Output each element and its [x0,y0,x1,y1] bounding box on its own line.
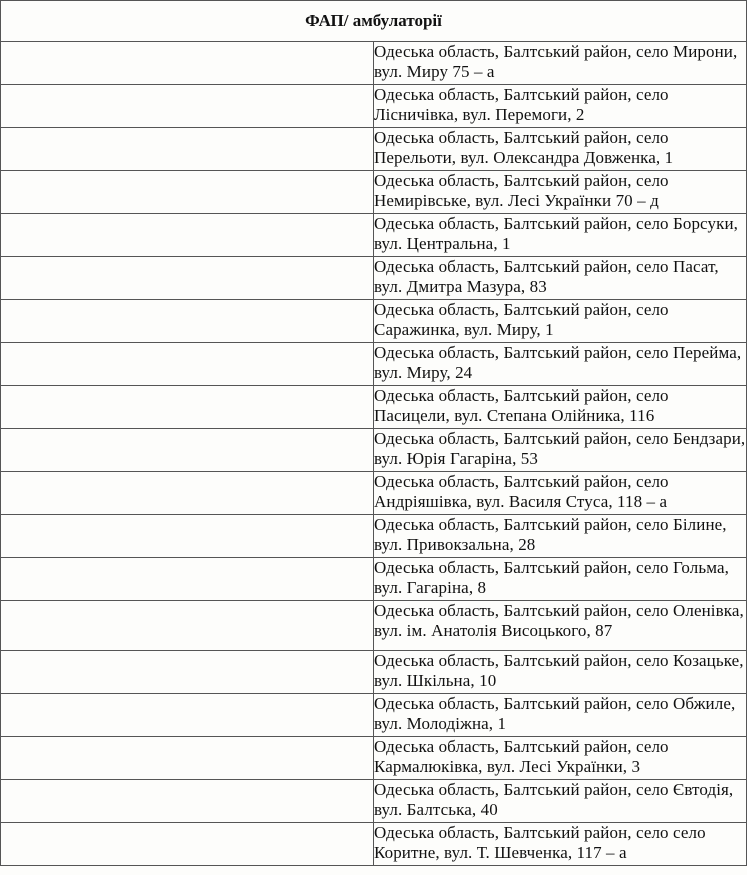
address-cell: Одеська область, Балтський район, село Оленівка, вул. ім. Анатолія Висоцького, 87 [374,601,747,651]
row-number-cell [1,42,374,85]
row-number-cell [1,171,374,214]
table-row [1,651,747,694]
table-row [1,601,747,651]
table-row [1,343,747,386]
address-cell: Одеська область, Балтський район, село Гольма, вул. Гагаріна, 8 [374,558,747,601]
table-row [1,558,747,601]
row-number-cell [1,85,374,128]
address-cell: Одеська область, Балтський район, село Немирівське, вул. Лесі Українки 70 – д [374,171,747,214]
table-row [1,386,747,429]
address-cell: Одеська область, Балтський район, село Пасицели, вул. Степана Олійника, 116 [374,386,747,429]
address-cell: Одеська область, Балтський район, село Андріяшівка, вул. Василя Стуса, 118 – а [374,472,747,515]
address-cell: Одеська область, Балтський район, село Перейма, вул. Миру, 24 [374,343,747,386]
address-cell: Одеська область, Балтський район, село Обжиле, вул. Молодіжна, 1 [374,694,747,737]
address-cell: Одеська область, Балтський район, село Лісничівка, вул. Перемоги, 2 [374,85,747,128]
address-cell: Одеська область, Балтський район, село Козацьке, вул. Шкільна, 10 [374,651,747,694]
row-number-cell [1,737,374,780]
row-number-cell [1,429,374,472]
row-number-cell [1,214,374,257]
table-header: ФАП/ амбулаторії [1,1,747,42]
row-number-cell [1,651,374,694]
row-number-cell [1,558,374,601]
address-cell: Одеська область, Балтський район, село Борсуки, вул. Центральна, 1 [374,214,747,257]
table-row [1,472,747,515]
address-cell: Одеська область, Балтський район, село Пасат, вул. Дмитра Мазура, 83 [374,257,747,300]
row-number-cell [1,128,374,171]
table-row [1,257,747,300]
address-cell: Одеська область, Балтський район, село Саражинка, вул. Миру, 1 [374,300,747,343]
table-row [1,737,747,780]
row-number-cell [1,472,374,515]
address-cell: Одеська область, Балтський район, село Кармалюківка, вул. Лесі Українки, 3 [374,737,747,780]
row-number-cell [1,780,374,823]
table-row [1,128,747,171]
row-number-cell [1,694,374,737]
table-row [1,429,747,472]
table-row [1,214,747,257]
address-cell: Одеська область, Балтський район, село Перельоти, вул. Олександра Довженка, 1 [374,128,747,171]
table-row [1,515,747,558]
row-number-cell [1,257,374,300]
address-cell: Одеська область, Балтський район, село Євтодія, вул. Балтська, 40 [374,780,747,823]
table-row [1,85,747,128]
table-row [1,694,747,737]
row-number-cell [1,386,374,429]
address-cell: Одеська область, Балтський район, село Білине, вул. Привокзальна, 28 [374,515,747,558]
row-number-cell [1,823,374,866]
row-number-cell [1,300,374,343]
table-row [1,780,747,823]
row-number-cell [1,515,374,558]
address-cell: Одеська область, Балтський район, село Бендзари, вул. Юрія Гагаріна, 53 [374,429,747,472]
table-row [1,42,747,85]
table-row [1,300,747,343]
address-cell: Одеська область, Балтський район, село Мирони, вул. Миру 75 – а [374,42,747,85]
address-cell: Одеська область, Балтський район, село село Коритне, вул. Т. Шевченка, 117 – а [374,823,747,866]
table-row [1,171,747,214]
table-row [1,823,747,866]
row-number-cell [1,343,374,386]
row-number-cell [1,601,374,651]
